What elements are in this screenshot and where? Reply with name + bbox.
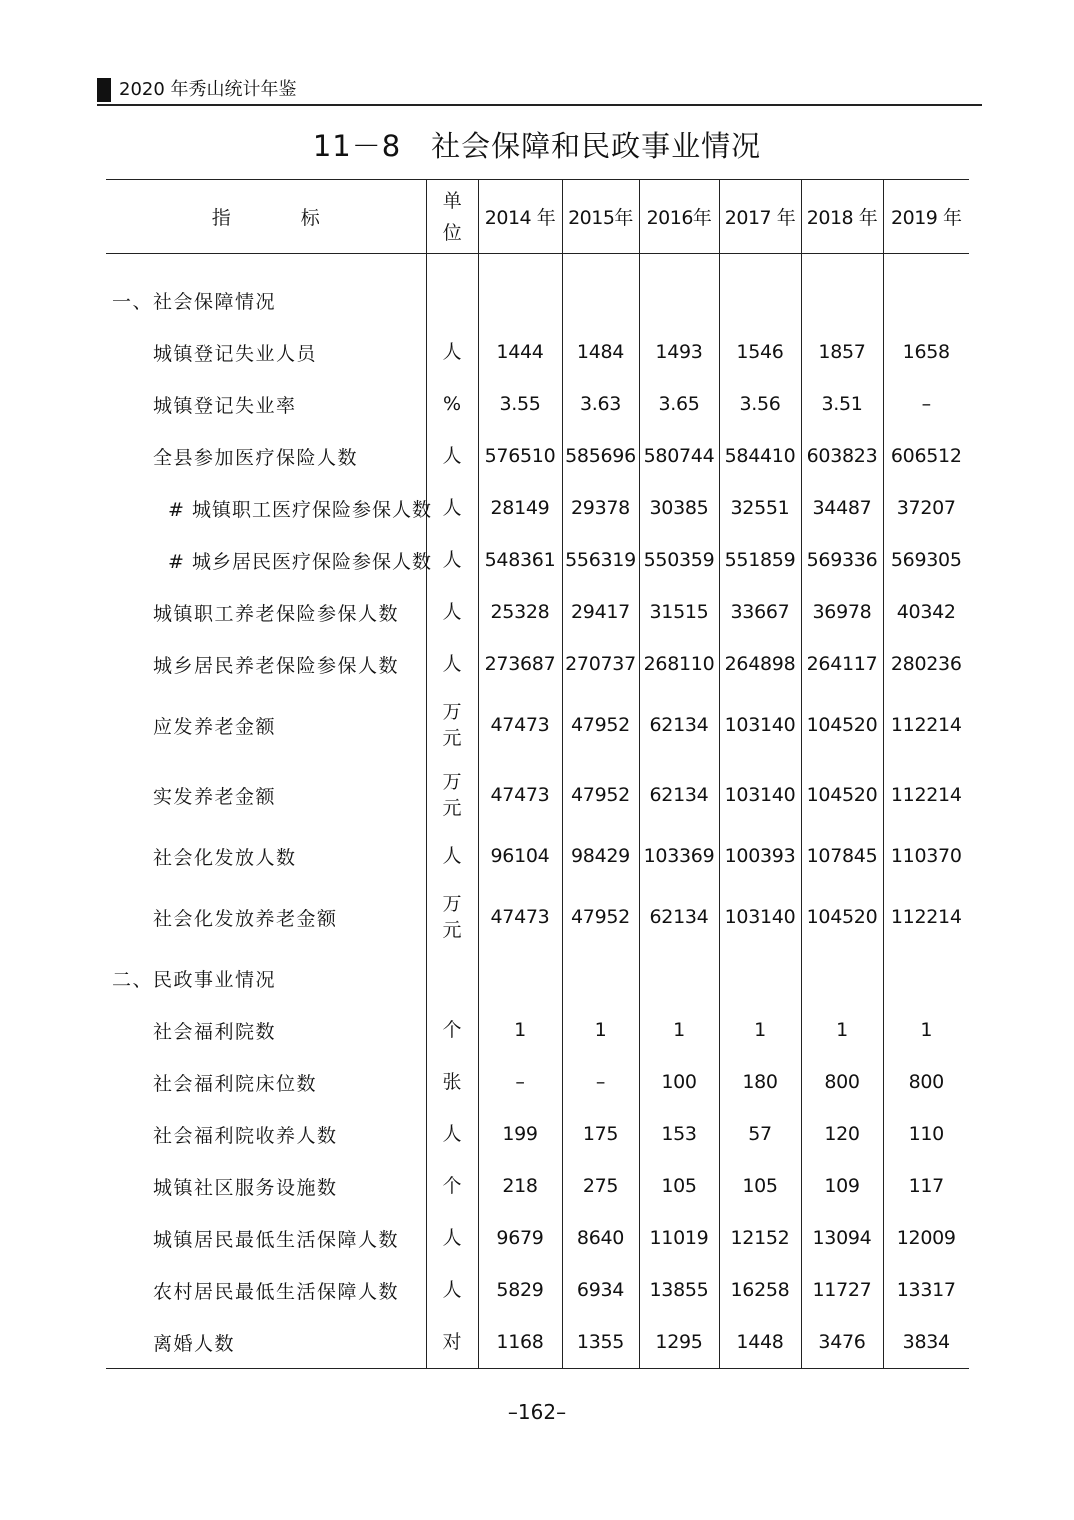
value-cell: 1658 xyxy=(883,326,969,378)
value-cell: 104520 xyxy=(801,690,883,760)
value-cell: 32551 xyxy=(719,482,801,534)
value-cell: 1444 xyxy=(478,326,562,378)
value-cell: 1 xyxy=(562,1004,639,1056)
value-cell: 585696 xyxy=(562,430,639,482)
value-cell: 551859 xyxy=(719,534,801,586)
value-cell: 62134 xyxy=(639,690,719,760)
value-cell: 9679 xyxy=(478,1212,562,1264)
value-cell: 576510 xyxy=(478,430,562,482)
unit-cell: 人 xyxy=(426,326,478,378)
value-cell xyxy=(883,254,969,327)
value-cell: 34487 xyxy=(801,482,883,534)
section-row xyxy=(106,952,969,1004)
unit-cell: 张 xyxy=(426,1056,478,1108)
value-cell xyxy=(478,254,562,327)
value-cell: 800 xyxy=(883,1056,969,1108)
value-cell: 180 xyxy=(719,1056,801,1108)
value-cell: 112214 xyxy=(883,690,969,760)
indicator-label: 全县参加医疗保险人数 xyxy=(153,446,359,469)
indicator-label: 社会化发放人数 xyxy=(153,846,297,869)
indicator-label: 社会福利院数 xyxy=(153,1020,277,1043)
indicator-label: 农村居民最低生活保障人数 xyxy=(153,1280,400,1303)
value-cell: 6934 xyxy=(562,1264,639,1316)
indicator-label: 城镇职工养老保险参保人数 xyxy=(153,602,400,625)
value-cell: 11019 xyxy=(639,1212,719,1264)
running-header xyxy=(97,78,982,106)
value-cell: 13317 xyxy=(883,1264,969,1316)
column-header-indicator xyxy=(106,180,426,254)
value-cell: 62134 xyxy=(639,760,719,830)
indicator-label: # 城镇职工医疗保险参保人数 xyxy=(168,498,432,521)
value-cell: 584410 xyxy=(719,430,801,482)
table-row xyxy=(106,430,969,482)
value-cell: 16258 xyxy=(719,1264,801,1316)
value-cell: 105 xyxy=(639,1160,719,1212)
value-cell: 153 xyxy=(639,1108,719,1160)
value-cell: 110 xyxy=(883,1108,969,1160)
value-cell: 556319 xyxy=(562,534,639,586)
value-cell: 8640 xyxy=(562,1212,639,1264)
value-cell: 107845 xyxy=(801,830,883,882)
value-cell: 273687 xyxy=(478,638,562,690)
table-row xyxy=(106,1004,969,1056)
unit-cell: 万 元 xyxy=(426,882,478,952)
value-cell: 29417 xyxy=(562,586,639,638)
value-cell: 3476 xyxy=(801,1316,883,1369)
value-cell: 47473 xyxy=(478,690,562,760)
value-cell: 1 xyxy=(883,1004,969,1056)
unit-cell: 人 xyxy=(426,482,478,534)
table-row xyxy=(106,586,969,638)
value-cell: 47952 xyxy=(562,690,639,760)
table-row xyxy=(106,534,969,586)
value-cell: 580744 xyxy=(639,430,719,482)
value-cell: 606512 xyxy=(883,430,969,482)
value-cell: 110370 xyxy=(883,830,969,882)
value-cell xyxy=(639,254,719,327)
value-cell: 264898 xyxy=(719,638,801,690)
value-cell: 104520 xyxy=(801,882,883,952)
value-cell: 1 xyxy=(639,1004,719,1056)
indicator-label: 社会化发放养老金额 xyxy=(153,907,338,930)
value-cell: 13855 xyxy=(639,1264,719,1316)
table-row xyxy=(106,690,969,760)
value-cell xyxy=(478,952,562,1004)
value-cell: 109 xyxy=(801,1160,883,1212)
indicator-label: 城镇登记失业人员 xyxy=(153,342,318,365)
table-row xyxy=(106,1316,969,1369)
value-cell: 40342 xyxy=(883,586,969,638)
section-label: 二、民政事业情况 xyxy=(112,968,277,991)
value-cell: 1295 xyxy=(639,1316,719,1369)
value-cell: 3.51 xyxy=(801,378,883,430)
value-cell: 1 xyxy=(719,1004,801,1056)
value-cell: 199 xyxy=(478,1108,562,1160)
value-cell: 275 xyxy=(562,1160,639,1212)
value-cell: 1546 xyxy=(719,326,801,378)
unit-cell: 万 元 xyxy=(426,760,478,830)
value-cell: 31515 xyxy=(639,586,719,638)
value-cell: 28149 xyxy=(478,482,562,534)
unit-cell xyxy=(426,254,478,327)
statistics-table xyxy=(106,179,969,1369)
value-cell: 13094 xyxy=(801,1212,883,1264)
value-cell: 569305 xyxy=(883,534,969,586)
value-cell: 112214 xyxy=(883,760,969,830)
header-text: 2020 年秀山统计年鉴 xyxy=(119,79,297,100)
unit-cell: 万 元 xyxy=(426,690,478,760)
value-cell: 103140 xyxy=(719,882,801,952)
value-cell: 175 xyxy=(562,1108,639,1160)
value-cell: 57 xyxy=(719,1108,801,1160)
value-cell: 1 xyxy=(478,1004,562,1056)
header-marker-bar xyxy=(97,78,111,102)
indicator-label: 城镇社区服务设施数 xyxy=(153,1176,338,1199)
value-cell: 1857 xyxy=(801,326,883,378)
column-header-year: 2018 年 xyxy=(801,180,883,254)
indicator-label: 应发养老金额 xyxy=(153,715,277,738)
table-row xyxy=(106,1212,969,1264)
value-cell: 33667 xyxy=(719,586,801,638)
indicator-label: 离婚人数 xyxy=(106,1316,426,1369)
unit-cell: 人 xyxy=(426,586,478,638)
value-cell xyxy=(883,952,969,1004)
value-cell: 1484 xyxy=(562,326,639,378)
value-cell: 12009 xyxy=(883,1212,969,1264)
column-header-year: 2016年 xyxy=(639,180,719,254)
indicator-label: 城镇居民最低生活保障人数 xyxy=(153,1228,400,1251)
indicator-label: 社会福利院床位数 xyxy=(153,1072,318,1095)
section-label: 一、社会保障情况 xyxy=(112,290,277,313)
column-header-year: 2014 年 xyxy=(478,180,562,254)
value-cell: 1448 xyxy=(719,1316,801,1369)
value-cell: 29378 xyxy=(562,482,639,534)
unit-cell: 个 xyxy=(426,1004,478,1056)
value-cell: 96104 xyxy=(478,830,562,882)
table-row xyxy=(106,482,969,534)
value-cell xyxy=(719,952,801,1004)
unit-cell: 人 xyxy=(426,638,478,690)
unit-cell: 人 xyxy=(426,1212,478,1264)
column-header-year: 2015年 xyxy=(562,180,639,254)
value-cell: 1355 xyxy=(562,1316,639,1369)
table-row xyxy=(106,638,969,690)
value-cell: 103140 xyxy=(719,690,801,760)
value-cell xyxy=(801,952,883,1004)
header-row xyxy=(106,180,969,254)
unit-cell: 对 xyxy=(426,1316,478,1369)
table-row xyxy=(106,882,969,952)
value-cell: 30385 xyxy=(639,482,719,534)
indicator-header-char: 标 xyxy=(300,207,320,229)
indicator-label: 社会福利院收养人数 xyxy=(153,1124,338,1147)
value-cell: 603823 xyxy=(801,430,883,482)
value-cell: 47952 xyxy=(562,760,639,830)
value-cell: 264117 xyxy=(801,638,883,690)
value-cell: 103140 xyxy=(719,760,801,830)
unit-cell: 人 xyxy=(426,1264,478,1316)
value-cell: 37207 xyxy=(883,482,969,534)
value-cell: 25328 xyxy=(478,586,562,638)
column-header-year: 2017 年 xyxy=(719,180,801,254)
column-header-unit: 单 位 xyxy=(426,180,478,254)
value-cell xyxy=(719,254,801,327)
indicator-label: 城镇登记失业率 xyxy=(153,394,297,417)
value-cell: 11727 xyxy=(801,1264,883,1316)
value-cell: 280236 xyxy=(883,638,969,690)
value-cell: 47473 xyxy=(478,882,562,952)
value-cell: 1168 xyxy=(478,1316,562,1369)
page-number: –162– xyxy=(507,1400,567,1424)
table-header xyxy=(106,180,969,254)
value-cell: 112214 xyxy=(883,882,969,952)
column-header-year: 2019 年 xyxy=(883,180,969,254)
value-cell: 120 xyxy=(801,1108,883,1160)
value-cell: 62134 xyxy=(639,882,719,952)
value-cell: – xyxy=(478,1056,562,1108)
value-cell: 47952 xyxy=(562,882,639,952)
value-cell: 569336 xyxy=(801,534,883,586)
value-cell: 1 xyxy=(801,1004,883,1056)
value-cell: 268110 xyxy=(639,638,719,690)
value-cell: 36978 xyxy=(801,586,883,638)
value-cell: 3.55 xyxy=(478,378,562,430)
value-cell: 103369 xyxy=(639,830,719,882)
value-cell: 3834 xyxy=(883,1316,969,1369)
indicator-label: 实发养老金额 xyxy=(153,785,277,808)
table-row xyxy=(106,326,969,378)
table-body xyxy=(106,254,969,1369)
value-cell: – xyxy=(562,1056,639,1108)
unit-cell: 人 xyxy=(426,534,478,586)
table-row xyxy=(106,830,969,882)
value-cell: 5829 xyxy=(478,1264,562,1316)
value-cell: – xyxy=(883,378,969,430)
value-cell: 1493 xyxy=(639,326,719,378)
value-cell: 12152 xyxy=(719,1212,801,1264)
table-row xyxy=(106,760,969,830)
unit-cell: 人 xyxy=(426,830,478,882)
indicator-label: # 城乡居民医疗保险参保人数 xyxy=(168,550,432,573)
value-cell: 550359 xyxy=(639,534,719,586)
value-cell: 98429 xyxy=(562,830,639,882)
value-cell xyxy=(801,254,883,327)
unit-cell xyxy=(426,952,478,1004)
table-row xyxy=(106,1264,969,1316)
value-cell: 218 xyxy=(478,1160,562,1212)
page-title: 11－8 社会保障和民政事业情况 xyxy=(312,129,762,163)
value-cell xyxy=(562,952,639,1004)
value-cell: 270737 xyxy=(562,638,639,690)
unit-cell: 人 xyxy=(426,1108,478,1160)
table-row xyxy=(106,1160,969,1212)
value-cell: 3.56 xyxy=(719,378,801,430)
value-cell: 800 xyxy=(801,1056,883,1108)
value-cell: 104520 xyxy=(801,760,883,830)
unit-cell: 个 xyxy=(426,1160,478,1212)
value-cell: 100 xyxy=(639,1056,719,1108)
value-cell: 3.65 xyxy=(639,378,719,430)
value-cell xyxy=(562,254,639,327)
value-cell: 100393 xyxy=(719,830,801,882)
indicator-header-char: 指 xyxy=(211,207,231,229)
table-row xyxy=(106,1056,969,1108)
value-cell: 117 xyxy=(883,1160,969,1212)
value-cell: 105 xyxy=(719,1160,801,1212)
table-row xyxy=(106,1108,969,1160)
value-cell: 548361 xyxy=(478,534,562,586)
value-cell xyxy=(639,952,719,1004)
value-cell: 47473 xyxy=(478,760,562,830)
unit-cell: 人 xyxy=(426,430,478,482)
table-row xyxy=(106,378,969,430)
unit-cell: % xyxy=(426,378,478,430)
section-row xyxy=(106,254,969,327)
value-cell: 3.63 xyxy=(562,378,639,430)
indicator-label: 城乡居民养老保险参保人数 xyxy=(153,654,400,677)
